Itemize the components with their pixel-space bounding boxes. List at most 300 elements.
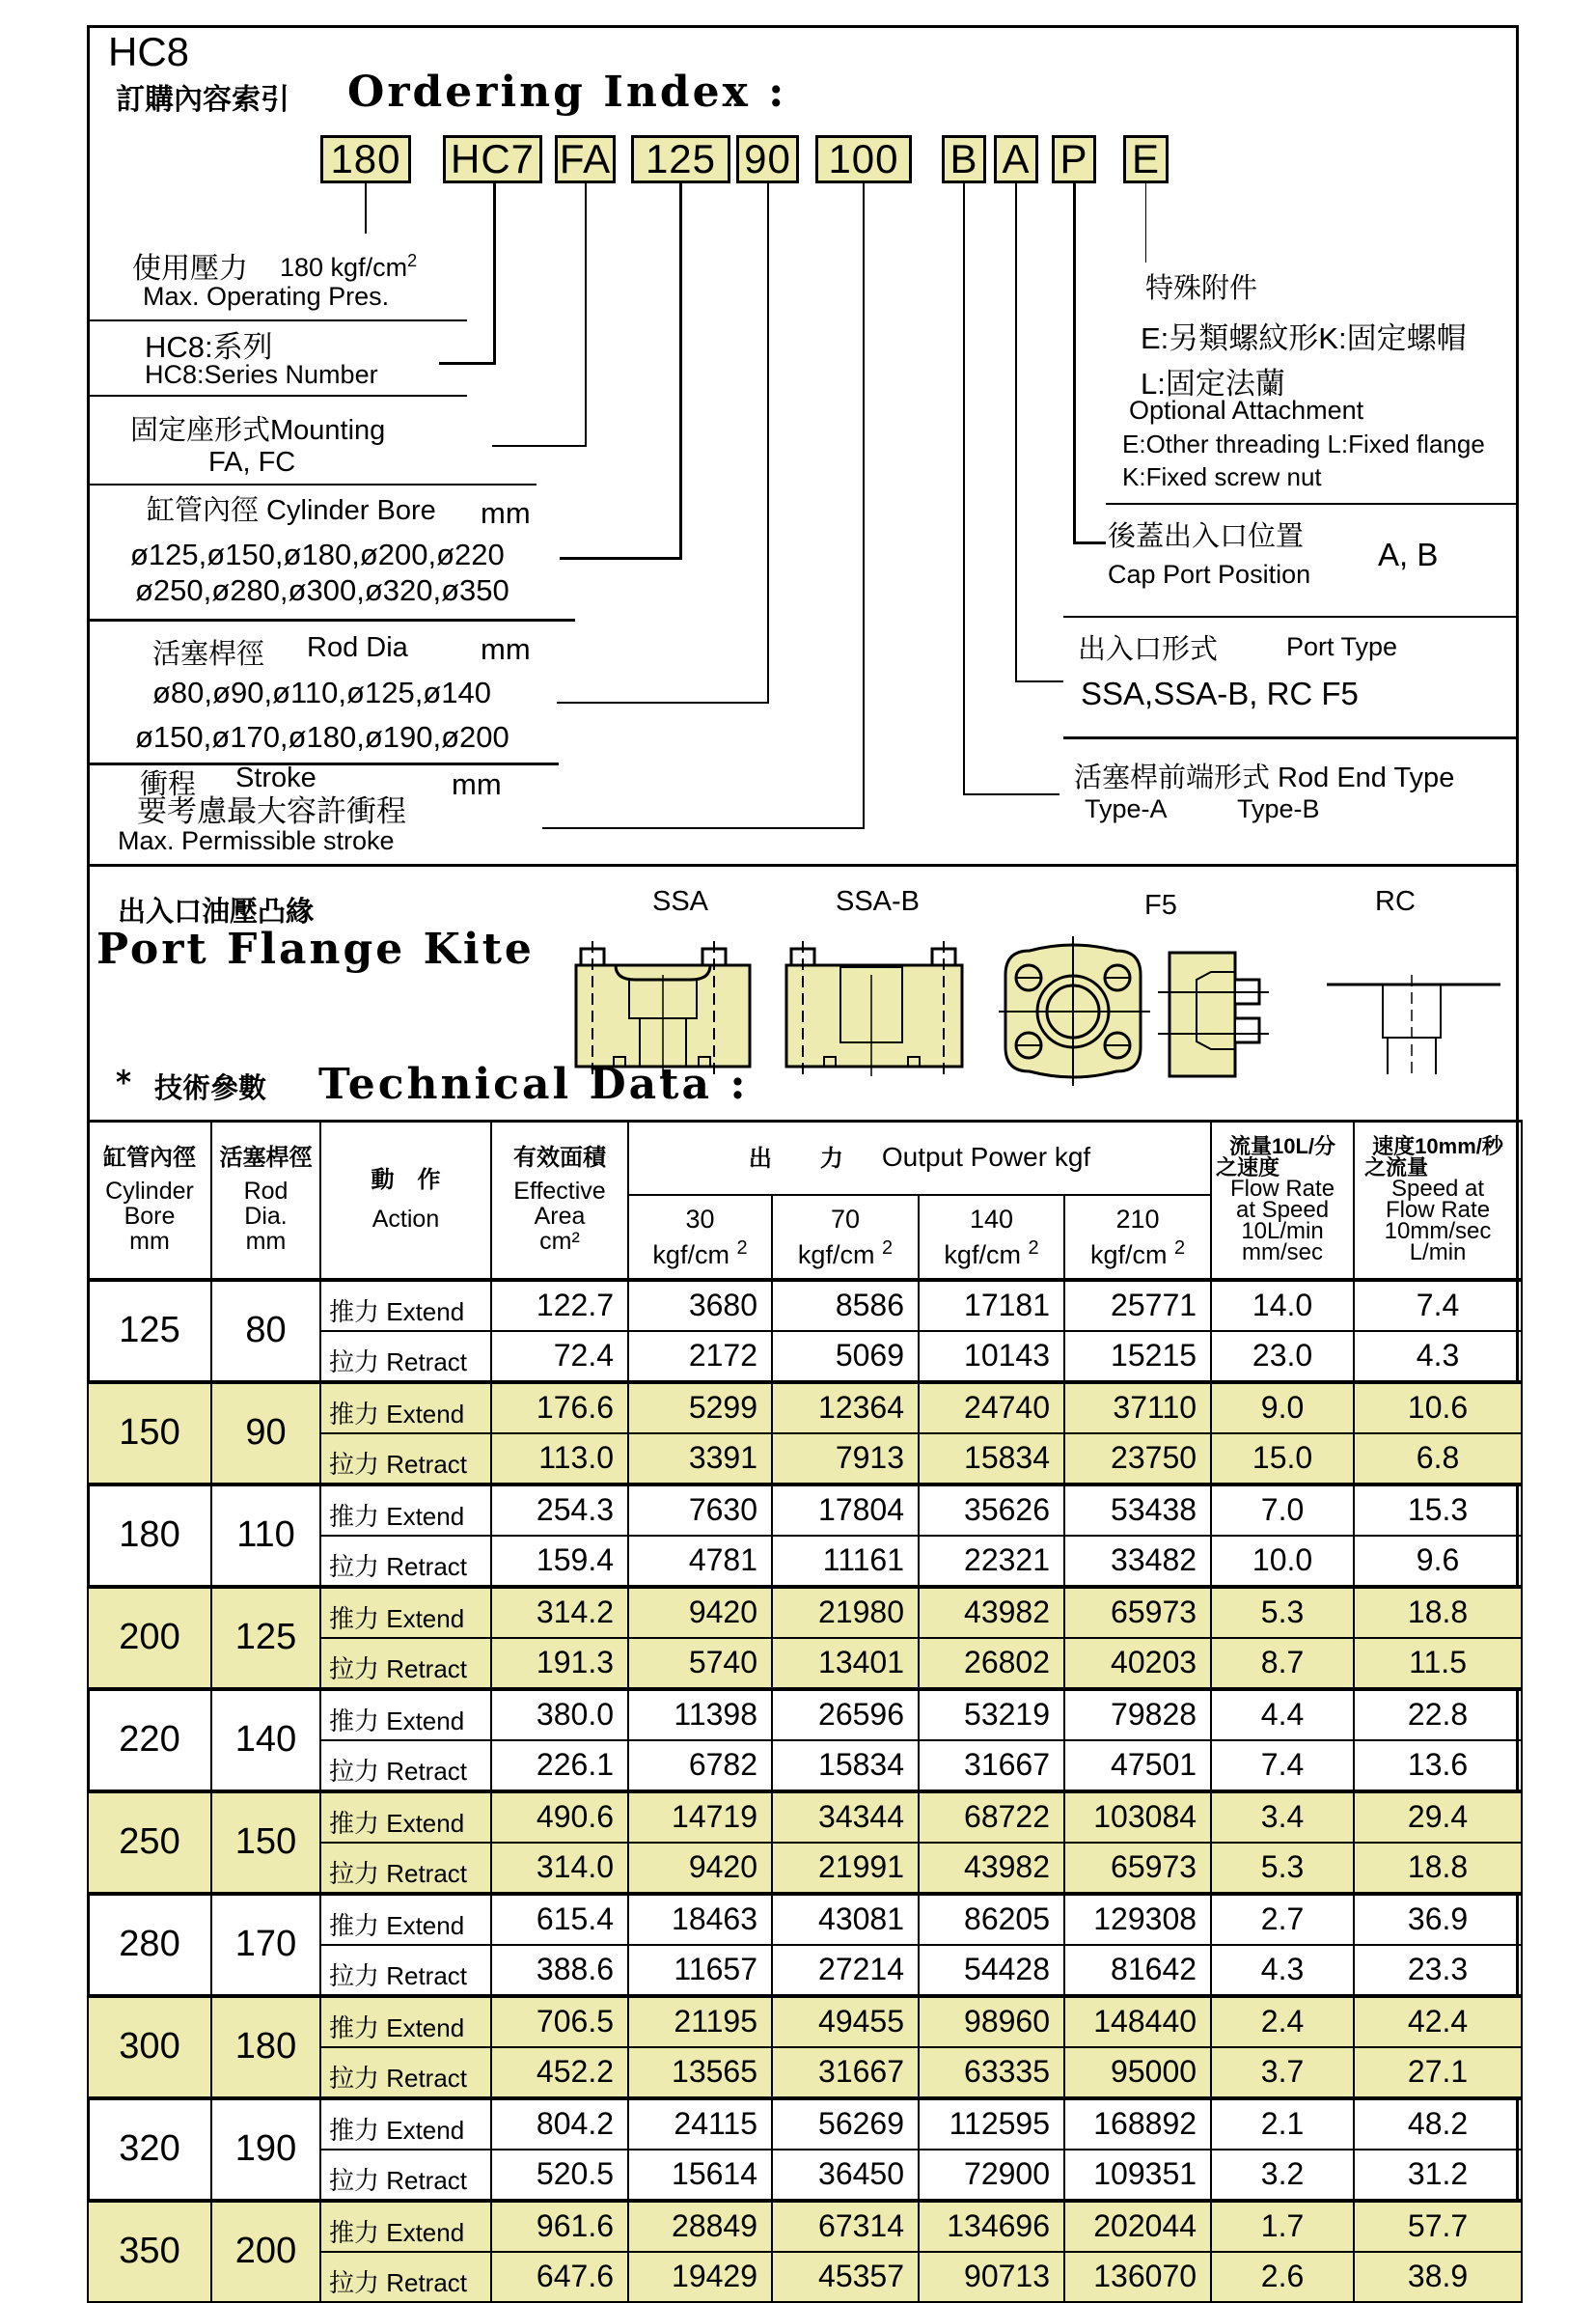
header-flow-en4: mm/sec bbox=[1242, 1239, 1324, 1266]
cell-flow-speed: 3.4 bbox=[1211, 1791, 1354, 1843]
cell-force-70: 21991 bbox=[772, 1843, 919, 1894]
code-box-bore: 125 bbox=[631, 135, 730, 183]
cell-flow-speed: 4.3 bbox=[1211, 1945, 1354, 1996]
cell-area: 191.3 bbox=[491, 1638, 628, 1689]
cell-flow-speed: 3.7 bbox=[1211, 2047, 1354, 2098]
header-area-en2: Area bbox=[534, 1203, 586, 1231]
cell-area: 226.1 bbox=[491, 1740, 628, 1791]
pressure-sup: 2 bbox=[1173, 1236, 1186, 1259]
port-type-label-zh: 出入口形式 bbox=[1078, 634, 1219, 665]
cap-port-values: A, B bbox=[1378, 537, 1439, 572]
flange-label-ssa-b: SSA-B bbox=[836, 886, 921, 917]
optional-label-en: Optional Attachment bbox=[1129, 396, 1364, 425]
divider bbox=[1106, 503, 1519, 505]
pressure-value: 70 bbox=[830, 1204, 861, 1234]
mounting-label: 固定座形式Mounting bbox=[130, 415, 386, 446]
cell-force-140: 53219 bbox=[919, 1689, 1064, 1740]
cell-force-70: 7913 bbox=[772, 1433, 919, 1484]
stroke-note-zh: 要考慮最大容許衝程 bbox=[137, 794, 406, 828]
pressure-sup: 2 bbox=[407, 251, 418, 270]
header-area-unit: cm² bbox=[539, 1228, 580, 1256]
cell-force-210: 40203 bbox=[1064, 1638, 1211, 1689]
header-area-en1: Effective bbox=[513, 1178, 606, 1206]
cell-area: 122.7 bbox=[491, 1280, 628, 1331]
header-flow bbox=[1211, 1122, 1354, 1280]
flange-label-f5: F5 bbox=[1144, 890, 1177, 921]
bore-values-2: ø250,ø280,ø300,ø320,ø350 bbox=[135, 573, 509, 607]
header-rod-en2: Dia. bbox=[244, 1203, 288, 1231]
cell-force-210: 109351 bbox=[1064, 2150, 1211, 2201]
cell-action-extend: 推力 Extend bbox=[320, 1689, 491, 1740]
pressure-label-zh: 使用壓力 bbox=[132, 253, 248, 285]
cell-speed-flow: 9.6 bbox=[1354, 1536, 1522, 1587]
cell-force-210: 81642 bbox=[1064, 1945, 1211, 1996]
cell-force-140: 112595 bbox=[919, 2098, 1064, 2150]
code-box-stroke: 100 bbox=[815, 135, 912, 183]
cell-bore: 125 bbox=[88, 1280, 211, 1382]
cell-force-210: 103084 bbox=[1064, 1791, 1211, 1843]
cell-force-140: 24740 bbox=[919, 1382, 1064, 1433]
cell-flow-speed: 7.0 bbox=[1211, 1484, 1354, 1536]
leader-rod-h bbox=[557, 702, 769, 704]
cell-force-30: 11657 bbox=[628, 1945, 772, 1996]
header-action-zh: 動 作 bbox=[371, 1167, 441, 1194]
cell-force-140: 90713 bbox=[919, 2252, 1064, 2302]
cell-speed-flow: 7.4 bbox=[1354, 1280, 1522, 1331]
flange-label-rc: RC bbox=[1375, 886, 1416, 917]
cell-bore: 250 bbox=[88, 1791, 211, 1894]
header-action bbox=[320, 1122, 491, 1280]
cell-force-30: 19429 bbox=[628, 2252, 772, 2302]
cell-force-30: 3391 bbox=[628, 1433, 772, 1484]
cell-force-210: 202044 bbox=[1064, 2201, 1211, 2252]
pressure-value bbox=[280, 251, 417, 283]
cell-bore: 350 bbox=[88, 2201, 211, 2302]
leader-port-type-h bbox=[1015, 680, 1063, 682]
cell-force-140: 10143 bbox=[919, 1331, 1064, 1382]
leader-mounting-h bbox=[492, 445, 587, 447]
cell-force-210: 33482 bbox=[1064, 1536, 1211, 1587]
bore-values-1: ø125,ø150,ø180,ø200,ø220 bbox=[130, 538, 505, 571]
code-box-optional: E bbox=[1123, 135, 1169, 183]
section-divider bbox=[87, 864, 1519, 867]
cell-area: 804.2 bbox=[491, 2098, 628, 2150]
rc-port-icon bbox=[1327, 975, 1500, 1076]
code-box-port-type: A bbox=[994, 135, 1038, 183]
cell-force-70: 27214 bbox=[772, 1945, 919, 1996]
header-bore-en2: Bore bbox=[124, 1203, 176, 1231]
cell-force-70: 12364 bbox=[772, 1382, 919, 1433]
header-flow-zh1: 流量10L/分 bbox=[1229, 1134, 1336, 1159]
cell-rod: 80 bbox=[211, 1280, 320, 1382]
cell-rod: 90 bbox=[211, 1382, 320, 1484]
divider bbox=[87, 319, 467, 321]
port-type-values: SSA,SSA-B, RC F5 bbox=[1081, 676, 1359, 711]
leader-mounting bbox=[585, 183, 587, 447]
cell-flow-speed: 23.0 bbox=[1211, 1331, 1354, 1382]
cell-force-30: 5740 bbox=[628, 1638, 772, 1689]
code-box-pressure: 180 bbox=[320, 135, 411, 183]
header-speed bbox=[1354, 1122, 1522, 1280]
table-row bbox=[88, 1280, 1522, 1331]
cell-force-70: 45357 bbox=[772, 2252, 919, 2302]
cell-bore: 180 bbox=[88, 1484, 211, 1587]
cell-action-extend: 推力 Extend bbox=[320, 2098, 491, 2150]
table-row bbox=[88, 2098, 1522, 2150]
cell-flow-speed: 2.7 bbox=[1211, 1894, 1354, 1945]
header-speed-zh1: 速度10mm/秒 bbox=[1372, 1134, 1503, 1159]
cell-force-30: 2172 bbox=[628, 1331, 772, 1382]
table-row bbox=[88, 1791, 1522, 1843]
cell-action-extend: 推力 Extend bbox=[320, 1280, 491, 1331]
header-speed-en1: Speed at bbox=[1390, 1176, 1485, 1203]
cell-speed-flow: 48.2 bbox=[1354, 2098, 1522, 2150]
rod-label-en: Rod Dia bbox=[307, 632, 408, 663]
cell-force-70: 56269 bbox=[772, 2098, 919, 2150]
cell-area: 254.3 bbox=[491, 1484, 628, 1536]
header-speed-en4: L/min bbox=[1409, 1239, 1467, 1266]
rod-unit: mm bbox=[481, 632, 531, 666]
cell-force-140: 54428 bbox=[919, 1945, 1064, 1996]
header-output-en: Output Power kgf bbox=[881, 1141, 1091, 1172]
cell-speed-flow: 36.9 bbox=[1354, 1894, 1522, 1945]
header-rod-en1: Rod bbox=[243, 1178, 289, 1206]
cell-action-extend: 推力 Extend bbox=[320, 2201, 491, 2252]
series-label-zh: HC8:系列 bbox=[145, 330, 273, 364]
cell-flow-speed: 10.0 bbox=[1211, 1536, 1354, 1587]
cell-force-140: 43982 bbox=[919, 1843, 1064, 1894]
pressure-sup: 2 bbox=[881, 1236, 894, 1259]
code-box-rod: 90 bbox=[736, 135, 799, 183]
leader-bore bbox=[679, 183, 682, 560]
cell-force-70: 21980 bbox=[772, 1587, 919, 1638]
cell-force-140: 134696 bbox=[919, 2201, 1064, 2252]
table-row bbox=[88, 1382, 1522, 1433]
cell-flow-speed: 7.4 bbox=[1211, 1740, 1354, 1791]
cell-force-210: 37110 bbox=[1064, 1382, 1211, 1433]
leader-stroke bbox=[863, 183, 865, 829]
cell-force-70: 11161 bbox=[772, 1536, 919, 1587]
cell-area: 615.4 bbox=[491, 1894, 628, 1945]
cell-area: 314.0 bbox=[491, 1843, 628, 1894]
cell-force-30: 18463 bbox=[628, 1894, 772, 1945]
pressure-value-text: 180 kgf/cm bbox=[280, 253, 408, 282]
cell-action-retract: 拉力 Retract bbox=[320, 1638, 491, 1689]
leader-cap-port bbox=[1073, 183, 1076, 544]
stroke-note-en: Max. Permissible stroke bbox=[118, 826, 395, 855]
cell-area: 314.2 bbox=[491, 1587, 628, 1638]
cell-speed-flow: 57.7 bbox=[1354, 2201, 1522, 2252]
leader-cap-port-h bbox=[1073, 541, 1106, 544]
tech-title-zh: 技術參數 bbox=[154, 1071, 267, 1104]
cell-area: 380.0 bbox=[491, 1689, 628, 1740]
cell-area: 113.0 bbox=[491, 1433, 628, 1484]
leader-bore-h bbox=[560, 557, 682, 560]
cell-force-30: 9420 bbox=[628, 1843, 772, 1894]
cell-speed-flow: 18.8 bbox=[1354, 1843, 1522, 1894]
cell-force-70: 43081 bbox=[772, 1894, 919, 1945]
cell-force-70: 31667 bbox=[772, 2047, 919, 2098]
cell-flow-speed: 3.2 bbox=[1211, 2150, 1354, 2201]
ssa-b-flange-icon bbox=[786, 941, 962, 1078]
cell-speed-flow: 42.4 bbox=[1354, 1996, 1522, 2047]
divider bbox=[1063, 736, 1519, 739]
cell-force-30: 5299 bbox=[628, 1382, 772, 1433]
leader-stroke-h bbox=[542, 827, 865, 829]
cell-flow-speed: 9.0 bbox=[1211, 1382, 1354, 1433]
table-row bbox=[88, 2201, 1522, 2252]
ordering-title-zh: 訂購內容索引 bbox=[116, 83, 289, 117]
header-pressure-70 bbox=[772, 1195, 919, 1280]
code-box-series: HC7 bbox=[443, 135, 542, 183]
cell-area: 647.6 bbox=[491, 2252, 628, 2302]
optional-en-line1: E:Other threading L:Fixed flange bbox=[1122, 430, 1485, 458]
cell-bore: 300 bbox=[88, 1996, 211, 2098]
cell-force-210: 129308 bbox=[1064, 1894, 1211, 1945]
cell-speed-flow: 22.8 bbox=[1354, 1689, 1522, 1740]
leader-series-h bbox=[439, 362, 496, 365]
model-title: HC8 bbox=[108, 29, 190, 74]
cell-force-140: 72900 bbox=[919, 2150, 1064, 2201]
header-area-zh: 有效面積 bbox=[513, 1145, 606, 1172]
cell-speed-flow: 11.5 bbox=[1354, 1638, 1522, 1689]
cell-flow-speed: 1.7 bbox=[1211, 2201, 1354, 2252]
bore-label: 缸管內徑 Cylinder Bore bbox=[147, 495, 436, 526]
cell-force-140: 26802 bbox=[919, 1638, 1064, 1689]
flange-title-zh: 出入口油壓凸緣 bbox=[118, 895, 315, 928]
leader-pressure bbox=[365, 183, 367, 234]
pressure-unit: kgf/cm bbox=[797, 1239, 875, 1269]
cell-force-30: 4781 bbox=[628, 1536, 772, 1587]
cell-bore: 220 bbox=[88, 1689, 211, 1791]
header-pressure-30 bbox=[628, 1195, 772, 1280]
leader-rod-end bbox=[963, 183, 965, 795]
cell-force-30: 9420 bbox=[628, 1587, 772, 1638]
cell-force-140: 35626 bbox=[919, 1484, 1064, 1536]
cell-action-extend: 推力 Extend bbox=[320, 1587, 491, 1638]
cell-force-30: 3680 bbox=[628, 1280, 772, 1331]
cell-speed-flow: 38.9 bbox=[1354, 2252, 1522, 2302]
cell-bore: 280 bbox=[88, 1894, 211, 1996]
cell-flow-speed: 14.0 bbox=[1211, 1280, 1354, 1331]
optional-zh-line2: L:固定法蘭 bbox=[1141, 367, 1285, 401]
mounting-values: FA, FC bbox=[208, 447, 296, 478]
header-output-zh1: 出 bbox=[748, 1145, 772, 1172]
cell-force-140: 31667 bbox=[919, 1740, 1064, 1791]
cell-force-210: 65973 bbox=[1064, 1843, 1211, 1894]
cell-force-70: 26596 bbox=[772, 1689, 919, 1740]
cell-force-70: 13401 bbox=[772, 1638, 919, 1689]
header-speed-en3: 10mm/sec bbox=[1384, 1218, 1492, 1245]
cell-flow-speed: 15.0 bbox=[1211, 1433, 1354, 1484]
cell-flow-speed: 2.6 bbox=[1211, 2252, 1354, 2302]
cell-flow-speed: 2.4 bbox=[1211, 1996, 1354, 2047]
cell-action-retract: 拉力 Retract bbox=[320, 2047, 491, 2098]
cell-flow-speed: 5.3 bbox=[1211, 1587, 1354, 1638]
cell-action-extend: 推力 Extend bbox=[320, 1791, 491, 1843]
cell-action-retract: 拉力 Retract bbox=[320, 1536, 491, 1587]
cell-area: 706.5 bbox=[491, 1996, 628, 2047]
header-output-zh2: 力 bbox=[819, 1145, 843, 1172]
cell-action-extend: 推力 Extend bbox=[320, 1894, 491, 1945]
cell-rod: 200 bbox=[211, 2201, 320, 2302]
f5-flange-side-icon bbox=[1158, 953, 1269, 1076]
cell-rod: 140 bbox=[211, 1689, 320, 1791]
tech-title-mark: * bbox=[116, 1064, 131, 1102]
stroke-label-en: Stroke bbox=[235, 763, 316, 793]
cell-rod: 190 bbox=[211, 2098, 320, 2201]
cell-action-extend: 推力 Extend bbox=[320, 1382, 491, 1433]
optional-en-line2: K:Fixed screw nut bbox=[1122, 462, 1322, 491]
flange-label-ssa: SSA bbox=[652, 886, 709, 917]
cell-force-70: 5069 bbox=[772, 1331, 919, 1382]
header-bore-en1: Cylinder bbox=[105, 1178, 194, 1206]
cell-force-30: 7630 bbox=[628, 1484, 772, 1536]
pressure-value: 140 bbox=[969, 1204, 1014, 1234]
cell-force-30: 28849 bbox=[628, 2201, 772, 2252]
header-speed-en2: Flow Rate bbox=[1386, 1197, 1491, 1224]
leader-rod bbox=[767, 183, 769, 704]
header-flow-zh2: 之速度 bbox=[1216, 1155, 1280, 1180]
cell-force-210: 23750 bbox=[1064, 1433, 1211, 1484]
cell-speed-flow: 13.6 bbox=[1354, 1740, 1522, 1791]
cell-area: 176.6 bbox=[491, 1382, 628, 1433]
cell-area: 961.6 bbox=[491, 2201, 628, 2252]
cell-force-70: 17804 bbox=[772, 1484, 919, 1536]
header-pressure-210 bbox=[1064, 1195, 1211, 1280]
table-row bbox=[88, 1689, 1522, 1740]
header-rod bbox=[211, 1122, 320, 1280]
ordering-title-en: Ordering Index : bbox=[347, 68, 787, 117]
cell-force-210: 47501 bbox=[1064, 1740, 1211, 1791]
stroke-unit: mm bbox=[452, 767, 502, 801]
leader-series bbox=[493, 183, 496, 365]
cell-bore: 200 bbox=[88, 1587, 211, 1689]
divider bbox=[87, 619, 575, 622]
cell-rod: 125 bbox=[211, 1587, 320, 1689]
rod-label-zh: 活塞桿徑 bbox=[152, 639, 265, 670]
flange-title-en: Port Flange Kite bbox=[96, 925, 535, 974]
table-row bbox=[88, 1484, 1522, 1536]
cell-flow-speed: 4.4 bbox=[1211, 1689, 1354, 1740]
header-flow-en3: 10L/min bbox=[1241, 1218, 1324, 1245]
code-box-cap-port: P bbox=[1052, 135, 1096, 183]
table-row bbox=[88, 1894, 1522, 1945]
cell-action-extend: 推力 Extend bbox=[320, 1484, 491, 1536]
table-row bbox=[88, 1587, 1522, 1638]
pressure-unit: kgf/cm bbox=[1089, 1239, 1168, 1269]
series-label-en: HC8:Series Number bbox=[145, 360, 378, 389]
optional-label-zh: 特殊附件 bbox=[1145, 273, 1258, 304]
optional-zh-line1: E:另類螺紋形K:固定螺帽 bbox=[1141, 321, 1467, 355]
rod-values-1: ø80,ø90,ø110,ø125,ø140 bbox=[152, 676, 491, 709]
header-flow-en1: Flow Rate bbox=[1230, 1176, 1335, 1203]
cell-force-70: 34344 bbox=[772, 1791, 919, 1843]
cell-force-30: 21195 bbox=[628, 1996, 772, 2047]
cell-action-retract: 拉力 Retract bbox=[320, 1945, 491, 1996]
cell-force-210: 25771 bbox=[1064, 1280, 1211, 1331]
cell-speed-flow: 6.8 bbox=[1354, 1433, 1522, 1484]
cell-force-30: 14719 bbox=[628, 1791, 772, 1843]
pressure-value: 210 bbox=[1115, 1204, 1160, 1234]
rod-end-type-b: Type-B bbox=[1237, 794, 1320, 823]
f5-flange-front-icon bbox=[999, 936, 1150, 1086]
cell-bore: 320 bbox=[88, 2098, 211, 2201]
cell-action-retract: 拉力 Retract bbox=[320, 1740, 491, 1791]
header-pressure-140 bbox=[919, 1195, 1064, 1280]
cell-rod: 110 bbox=[211, 1484, 320, 1587]
pressure-value: 30 bbox=[685, 1204, 715, 1234]
cell-rod: 170 bbox=[211, 1894, 320, 1996]
cell-rod: 150 bbox=[211, 1791, 320, 1894]
cell-force-210: 79828 bbox=[1064, 1689, 1211, 1740]
port-type-label-en: Port Type bbox=[1286, 632, 1398, 661]
stroke-label-zh: 衝程 bbox=[140, 769, 197, 800]
cell-action-extend: 推力 Extend bbox=[320, 1996, 491, 2047]
cell-force-30: 24115 bbox=[628, 2098, 772, 2150]
cell-force-30: 6782 bbox=[628, 1740, 772, 1791]
leader-port-type bbox=[1015, 183, 1017, 682]
cell-force-140: 63335 bbox=[919, 2047, 1064, 2098]
cell-speed-flow: 15.3 bbox=[1354, 1484, 1522, 1536]
rod-values-2: ø150,ø170,ø180,ø190,ø200 bbox=[135, 720, 509, 754]
cell-action-retract: 拉力 Retract bbox=[320, 2150, 491, 2201]
cell-force-30: 11398 bbox=[628, 1689, 772, 1740]
cell-area: 72.4 bbox=[491, 1331, 628, 1382]
header-bore-unit: mm bbox=[129, 1228, 170, 1256]
table-row bbox=[88, 1996, 1522, 2047]
cell-area: 159.4 bbox=[491, 1536, 628, 1587]
technical-data-table bbox=[87, 1120, 1523, 2303]
cell-force-140: 43982 bbox=[919, 1587, 1064, 1638]
cell-speed-flow: 10.6 bbox=[1354, 1382, 1522, 1433]
bore-unit: mm bbox=[481, 496, 531, 530]
cell-force-210: 53438 bbox=[1064, 1484, 1211, 1536]
cell-force-140: 98960 bbox=[919, 1996, 1064, 2047]
cell-force-140: 22321 bbox=[919, 1536, 1064, 1587]
header-action-en: Action bbox=[371, 1206, 440, 1234]
tech-title-en: Technical Data : bbox=[318, 1060, 749, 1109]
ssa-flange-icon bbox=[576, 941, 750, 1078]
cap-port-label-zh: 後蓋出入口位置 bbox=[1108, 521, 1305, 552]
pressure-label-en: Max. Operating Pres. bbox=[143, 282, 390, 311]
cell-force-140: 17181 bbox=[919, 1280, 1064, 1331]
cell-flow-speed: 5.3 bbox=[1211, 1843, 1354, 1894]
header-rod-unit: mm bbox=[245, 1228, 287, 1256]
leader-optional bbox=[1145, 183, 1146, 263]
leader-rod-end-h bbox=[963, 793, 1059, 795]
header-flow-en2: at Speed bbox=[1235, 1197, 1330, 1224]
cell-flow-speed: 8.7 bbox=[1211, 1638, 1354, 1689]
divider bbox=[1063, 616, 1519, 618]
cell-speed-flow: 18.8 bbox=[1354, 1587, 1522, 1638]
cell-force-210: 95000 bbox=[1064, 2047, 1211, 2098]
cell-force-70: 49455 bbox=[772, 1996, 919, 2047]
header-bore-zh: 缸管內徑 bbox=[103, 1145, 196, 1172]
rod-end-label: 活塞桿前端形式 Rod End Type bbox=[1074, 763, 1455, 793]
cell-speed-flow: 27.1 bbox=[1354, 2047, 1522, 2098]
pressure-sup: 2 bbox=[1028, 1236, 1039, 1259]
header-output bbox=[628, 1122, 1211, 1195]
pressure-sup: 2 bbox=[736, 1236, 748, 1259]
header-area bbox=[491, 1122, 628, 1280]
cell-area: 490.6 bbox=[491, 1791, 628, 1843]
cell-force-70: 15834 bbox=[772, 1740, 919, 1791]
cell-bore: 150 bbox=[88, 1382, 211, 1484]
cell-force-210: 15215 bbox=[1064, 1331, 1211, 1382]
cell-action-retract: 拉力 Retract bbox=[320, 1433, 491, 1484]
cell-force-140: 86205 bbox=[919, 1894, 1064, 1945]
